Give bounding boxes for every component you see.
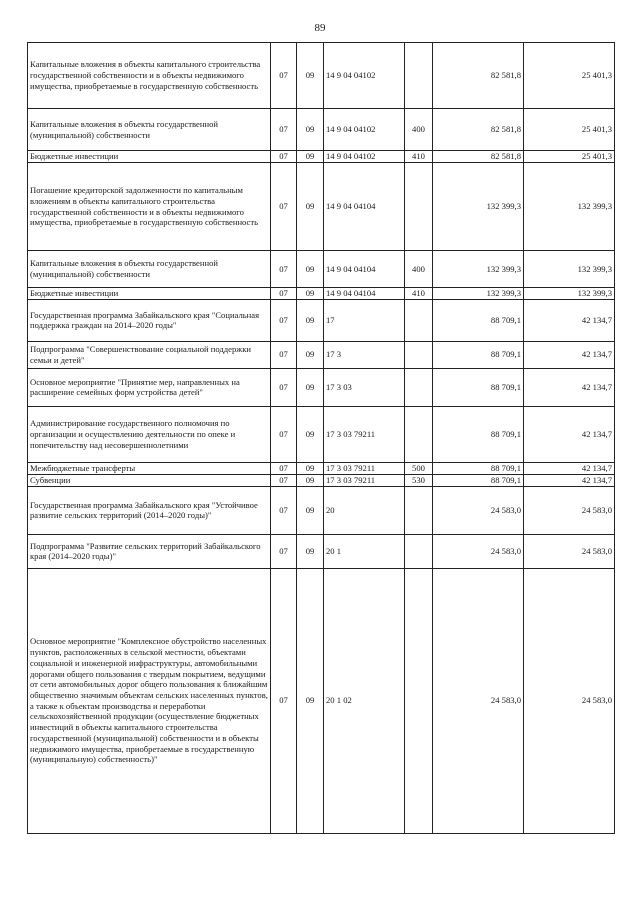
row-expense-type: 530 (405, 474, 433, 486)
row-target-article: 14 9 04 04102 (324, 151, 405, 163)
row-subsection: 09 (297, 151, 324, 163)
row-sum-second: 132 399,3 (524, 251, 615, 288)
row-section: 07 (271, 474, 297, 486)
row-expense-type (405, 43, 433, 109)
row-name: Капитальные вложения в объекты государственной (муниципальной) собственности (28, 251, 271, 288)
row-section: 07 (271, 486, 297, 534)
row-target-article: 20 1 (324, 534, 405, 568)
row-sum-first: 82 581,8 (433, 151, 524, 163)
row-subsection: 09 (297, 534, 324, 568)
row-sum-first: 132 399,3 (433, 288, 524, 300)
row-name: Подпрограмма "Совершенствование социальной поддержки семьи и детей" (28, 341, 271, 368)
row-target-article: 17 3 03 79211 (324, 474, 405, 486)
row-expense-type (405, 568, 433, 833)
row-name: Государственная программа Забайкальского края "Устойчивое развитие сельских территорий (2014–2020 годы)" (28, 486, 271, 534)
table-row (28, 568, 615, 833)
row-expense-type (405, 299, 433, 341)
table-row (28, 163, 615, 251)
row-name: Основное мероприятие "Принятие мер, направленных на расширение семейных форм устройства детей" (28, 368, 271, 406)
row-target-article: 14 9 04 04102 (324, 43, 405, 109)
row-sum-second: 25 401,3 (524, 109, 615, 151)
row-expense-type (405, 534, 433, 568)
row-name: Подпрограмма "Развитие сельских территорий Забайкальского края (2014–2020 годы)" (28, 534, 271, 568)
row-section: 07 (271, 151, 297, 163)
table-row (28, 299, 615, 341)
row-sum-second: 42 134,7 (524, 462, 615, 474)
row-target-article: 14 9 04 04102 (324, 109, 405, 151)
row-expense-type (405, 368, 433, 406)
row-sum-first: 132 399,3 (433, 163, 524, 251)
row-section: 07 (271, 406, 297, 462)
table-row (28, 288, 615, 300)
row-name: Субвенции (28, 474, 271, 486)
row-sum-first: 82 581,8 (433, 43, 524, 109)
row-subsection: 09 (297, 163, 324, 251)
row-name: Администрирование государственного полномочия по организации и осуществлению деятельности по опеке и попечительству над несовершеннолетними (28, 406, 271, 462)
row-name: Межбюджетные трансферты (28, 462, 271, 474)
table-row (28, 341, 615, 368)
row-name: Бюджетные инвестиции (28, 288, 271, 300)
row-sum-first: 82 581,8 (433, 109, 524, 151)
table-row (28, 474, 615, 486)
row-target-article: 20 1 02 (324, 568, 405, 833)
row-target-article: 14 9 04 04104 (324, 251, 405, 288)
row-sum-second: 132 399,3 (524, 288, 615, 300)
table-row (28, 534, 615, 568)
row-sum-first: 24 583,0 (433, 486, 524, 534)
row-target-article: 17 3 03 79211 (324, 406, 405, 462)
row-sum-second: 42 134,7 (524, 341, 615, 368)
row-target-article: 17 3 03 (324, 368, 405, 406)
row-expense-type (405, 163, 433, 251)
row-target-article: 17 (324, 299, 405, 341)
row-expense-type: 500 (405, 462, 433, 474)
row-expense-type (405, 486, 433, 534)
table-row (28, 486, 615, 534)
table-row (28, 368, 615, 406)
row-section: 07 (271, 109, 297, 151)
table-row (28, 251, 615, 288)
row-name: Погашение кредиторской задолженности по капитальным вложениям в объекты капитального строительства государственной собственности и в объекты недвижимого имущества, приобретаемые в государственную собственность (28, 163, 271, 251)
table-row (28, 151, 615, 163)
row-sum-second: 24 583,0 (524, 534, 615, 568)
row-name: Бюджетные инвестиции (28, 151, 271, 163)
row-expense-type: 410 (405, 288, 433, 300)
row-expense-type: 410 (405, 151, 433, 163)
table-row (28, 109, 615, 151)
row-name: Государственная программа Забайкальского края "Социальная поддержка граждан на 2014–2020 годы" (28, 299, 271, 341)
row-subsection: 09 (297, 251, 324, 288)
row-sum-first: 88 709,1 (433, 406, 524, 462)
row-sum-second: 25 401,3 (524, 43, 615, 109)
row-target-article: 20 (324, 486, 405, 534)
budget-table (27, 42, 615, 834)
page-number: 89 (314, 22, 326, 34)
row-expense-type (405, 406, 433, 462)
row-sum-first: 88 709,1 (433, 368, 524, 406)
row-sum-first: 88 709,1 (433, 462, 524, 474)
row-section: 07 (271, 251, 297, 288)
row-section: 07 (271, 163, 297, 251)
row-subsection: 09 (297, 341, 324, 368)
row-target-article: 14 9 04 04104 (324, 288, 405, 300)
row-subsection: 09 (297, 462, 324, 474)
row-section: 07 (271, 368, 297, 406)
row-section: 07 (271, 288, 297, 300)
row-sum-first: 24 583,0 (433, 534, 524, 568)
row-section: 07 (271, 568, 297, 833)
row-sum-second: 24 583,0 (524, 486, 615, 534)
row-section: 07 (271, 534, 297, 568)
row-sum-first: 132 399,3 (433, 251, 524, 288)
row-sum-second: 42 134,7 (524, 299, 615, 341)
row-target-article: 17 3 03 79211 (324, 462, 405, 474)
row-sum-second: 24 583,0 (524, 568, 615, 833)
row-target-article: 17 3 (324, 341, 405, 368)
row-subsection: 09 (297, 299, 324, 341)
row-subsection: 09 (297, 368, 324, 406)
row-section: 07 (271, 299, 297, 341)
row-sum-second: 25 401,3 (524, 151, 615, 163)
row-sum-first: 88 709,1 (433, 474, 524, 486)
row-sum-second: 42 134,7 (524, 406, 615, 462)
row-sum-second: 132 399,3 (524, 163, 615, 251)
table-row (28, 406, 615, 462)
row-name: Капитальные вложения в объекты капитального строительства государственной собственности и в объекты недвижимого имущества, приобретаемые в государственную собственность (28, 43, 271, 109)
table-row (28, 462, 615, 474)
row-section: 07 (271, 462, 297, 474)
row-sum-first: 24 583,0 (433, 568, 524, 833)
row-name: Основное мероприятие "Комплексное обустройство населенных пунктов, расположенных в сельской местности, объектами социальной и инженерной инфраструктуры, автомобильными дорогами общего пользования с твердым покрытием, ведущими от сети автомобильных дорог общего пользования к ближайшим общественно значимым объектам сельских населенных пунктов, а также к объектам производства и переработки сельскохозяйственной продукции (осуществление бюджетных инвестиций в объекты капитального строительства государственной (муниципальной) собственности и в объекты недвижимого имущества, приобретаемые в государственную (муниципальную) собственность)" (28, 568, 271, 833)
row-section: 07 (271, 43, 297, 109)
row-target-article: 14 9 04 04104 (324, 163, 405, 251)
budget-table-body (28, 43, 615, 834)
row-name: Капитальные вложения в объекты государственной (муниципальной) собственности (28, 109, 271, 151)
row-subsection: 09 (297, 486, 324, 534)
row-subsection: 09 (297, 43, 324, 109)
row-subsection: 09 (297, 474, 324, 486)
row-expense-type: 400 (405, 109, 433, 151)
row-expense-type: 400 (405, 251, 433, 288)
table-row (28, 43, 615, 109)
row-sum-first: 88 709,1 (433, 341, 524, 368)
row-expense-type (405, 341, 433, 368)
row-subsection: 09 (297, 568, 324, 833)
row-section: 07 (271, 341, 297, 368)
row-subsection: 09 (297, 288, 324, 300)
row-subsection: 09 (297, 406, 324, 462)
row-subsection: 09 (297, 109, 324, 151)
row-sum-second: 42 134,7 (524, 368, 615, 406)
row-sum-first: 88 709,1 (433, 299, 524, 341)
row-sum-second: 42 134,7 (524, 474, 615, 486)
